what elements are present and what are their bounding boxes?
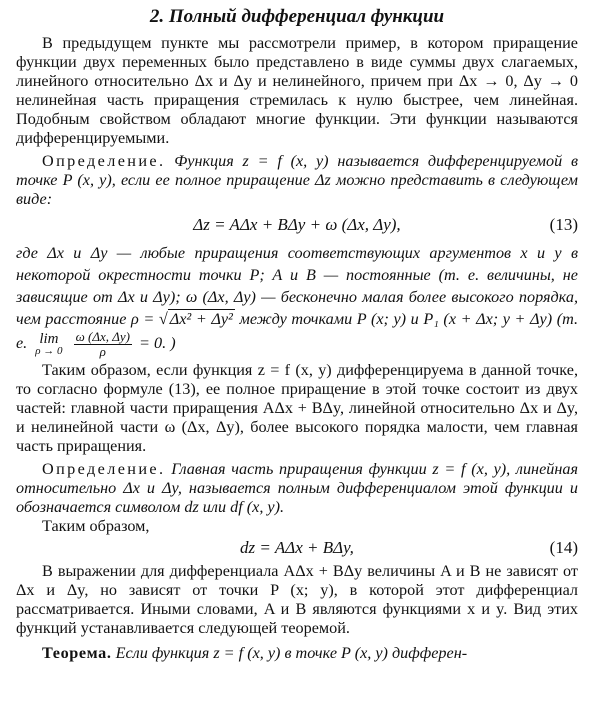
equation-14-number: (14) bbox=[549, 538, 578, 557]
limit-subscript: ρ → 0 bbox=[35, 344, 63, 357]
definition-2-label: Определение. bbox=[42, 460, 166, 478]
sqrt-symbol: √ bbox=[158, 310, 168, 328]
intro-paragraph: В предыдущем пункте мы рассмотрели пример, в котором приращение функции двух переменных было представлено в виде суммы двух слагаемых, линейного относительно Δx и Δy и нелинейного, причем при Δx → 0, Δy → 0 нелинейная часть приращения стремилась к нулю быстрее, чем линейная. Подобным свойством обладают многие функции. Эти функции называются дифференцируемыми. bbox=[16, 34, 578, 147]
definition-1-label: Определение. bbox=[42, 152, 166, 170]
limit-fraction bbox=[74, 330, 132, 359]
equation-13-formula: Δz = AΔx + BΔy + ω (Δx, Δy), bbox=[193, 215, 401, 234]
limit-word: lim bbox=[39, 330, 59, 347]
explanation-text: где Δx и Δy — любые приращения соответствующих аргументов x и y в некоторой окрестности точки P; A и B — постоянные (т. е. величины, не зависящие от Δx и Δy); ω (Δx, Δy) — бесконечно малая более высокого порядка, чем расстояние ρ = bbox=[16, 244, 578, 328]
definition-2-text: Главная часть приращения функции z = f (x, y), линейная относительно Δx и Δy, называется полным дифференциалом этой функции и обозначается символом dz или df (x, y). bbox=[16, 460, 579, 516]
definition-explanation bbox=[16, 242, 578, 359]
limit-operator bbox=[35, 330, 63, 357]
definition-1-text: Функция z = f (x, y) называется дифференцируемой в точке P (x, y), если ее полное приращение Δz можно представить в следующем виде: bbox=[16, 152, 579, 208]
theorem-text: Если функция z = f (x, y) в точке P (x, y) дифферен- bbox=[115, 644, 468, 662]
fraction-numerator: ω (Δx, Δy) bbox=[75, 329, 130, 344]
theorem bbox=[16, 644, 578, 663]
definition-2 bbox=[16, 460, 578, 517]
summary-paragraph: Таким образом, если функция z = f (x, y) дифференцируема в данной точке, то согласно формуле (13), ее полное приращение в этой точке состоит из двух частей: главной части приращения AΔx + BΔy, линейной относительно Δx и Δy, и нелинейной части ω (Δx, Δy), более высокого порядка малости, чем главная часть приращения. bbox=[16, 361, 578, 455]
thus-paragraph: Таким образом, bbox=[42, 517, 150, 535]
section-title: 2. Полный дифференциал функции bbox=[149, 6, 445, 27]
theorem-label: Теорема. bbox=[42, 644, 112, 662]
definition-1 bbox=[16, 152, 578, 209]
coefficients-paragraph: В выражении для дифференциала AΔx + BΔy величины A и B не зависят от Δx и Δy, но зависят от точки P (x; y), в которой этот дифференциал рассматривается. Иными словами, A и B являются функциями x и y. Вид этих функций устанавливается следующей теоремой. bbox=[16, 562, 578, 637]
equation-13-number: (13) bbox=[549, 215, 578, 234]
paren-open: (т. е. bbox=[16, 310, 579, 353]
equation-14-formula: dz = AΔx + BΔy, bbox=[240, 538, 354, 557]
equation-13 bbox=[16, 215, 578, 235]
fraction-denominator: ρ bbox=[99, 344, 106, 359]
points-text: между точками P (x; y) и P₁ (x + Δx; y + Δy) bbox=[239, 310, 553, 328]
equation-14 bbox=[16, 538, 578, 558]
sqrt-expression: Δx² + Δy² bbox=[169, 310, 233, 328]
paren-close: = 0. ) bbox=[139, 334, 176, 353]
